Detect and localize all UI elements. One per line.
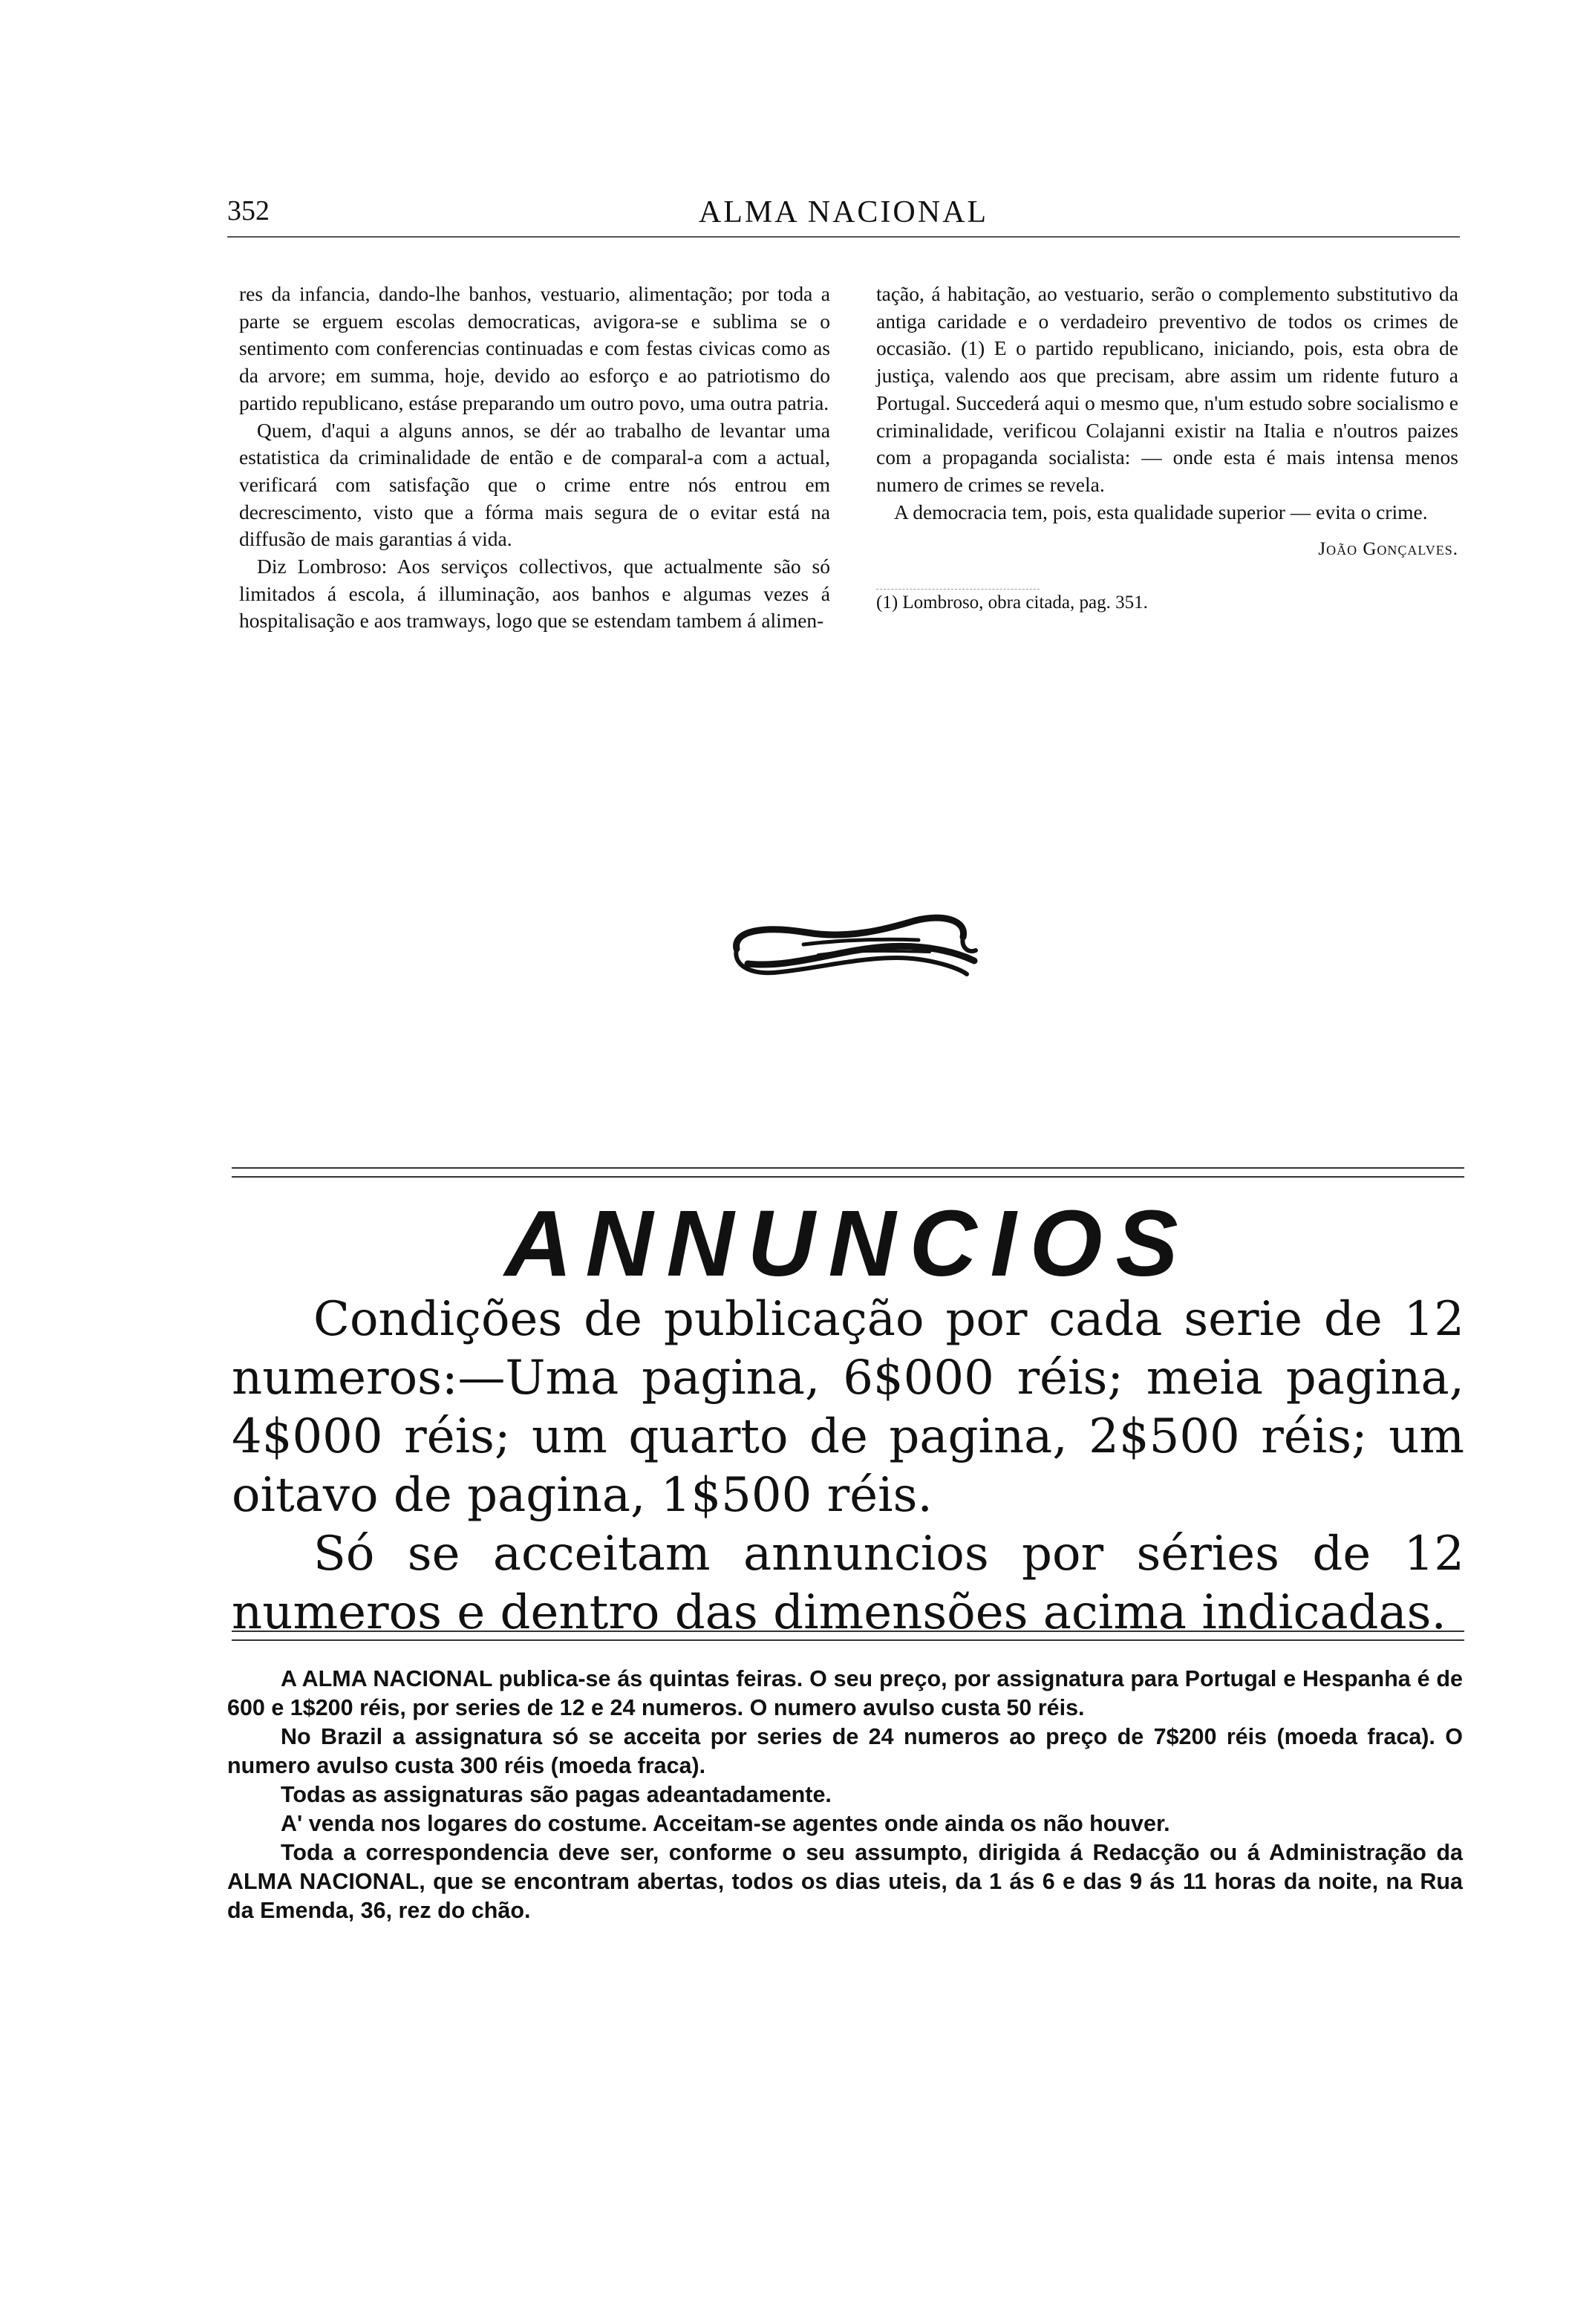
scroll-ornament-icon [707,906,1004,988]
subscription-paragraph: A ALMA NACIONAL publica-se ás quintas feiras. O seu preço, por assignatura para Portugal e Hespanha é de 600 e 1$200 réis, por series de 12 e 24 numeros. O numero avulso custa 50 réis. [227,1666,1463,1720]
subscription-paragraph: Toda a correspondencia deve ser, conforme o seu assumpto, dirigida á Redacção ou á Administração da ALMA NACIONAL, que se encontram abertas, todos os dias uteis, da 1 ás 6 e das 9 ás 11 horas da noite, na Rua da Emenda, 36, rez do chão. [227,1840,1463,1923]
ads-condition-paragraph: Condições de publicação por cada serie de 12 numeros:—Uma pagina, 6$000 réis; meia pagina, 4$000 réis; um quarto de pagina, 2$500 réis; um oitavo de pagina, 1$500 réis. [232,1292,1464,1523]
header-rule [227,236,1460,238]
footnote: (1) Lombroso, obra citada, pag. 351. [876,593,1148,613]
article-paragraph: res da infancia, dando-lhe banhos, vestuario, alimentação; por toda a parte se erguem escolas democraticas, avigora-se e sublima se o sentimento com conferencias continuadas e com festas civicas como as da arvore; em summa, hoje, devido ao esforço e ao patriotismo do partido republicano, estáse preparando um outro povo, uma outra patria. [239,282,830,414]
section-rule [232,1631,1464,1641]
article-right-column [876,281,1458,617]
running-head [227,195,1460,239]
article-left-column [239,281,830,635]
author-signature: João Gonçalves. [1318,539,1458,560]
journal-title: ALMA NACIONAL [698,195,989,229]
ads-title: ANNUNCIOS [504,1191,1192,1296]
article-paragraph: tação, á habitação, ao vestuario, serão o complemento substitutivo da antiga caridade e o verdadeiro preventivo de todos os crimes de occasião. (1) E o partido republicano, iniciando, pois, esta obra de justiça, valendo aos que precisam, abre assim um ridente futuro a Portugal. Succederá aqui o mesmo que, n'um estudo sobre socialismo e criminalidade, verificou Colajanni existir na Italia e n'outros paizes com a propaganda socialista: — onde esta é mais intensa menos numero de crimes se revela. [876,282,1458,496]
subscription-paragraph: No Brazil a assignatura só se acceita por series de 24 numeros ao preço de 7$200 réis (moeda fraca). O numero avulso custa 300 réis (moeda fraca). [227,1724,1463,1778]
article-paragraph: Quem, d'aqui a alguns annos, se dér ao trabalho de levantar uma estatistica da criminalidade de então e de comparal-a com a actual, verificará com satisfação que o crime entre nós entrou em decrescimento, visto que a fórma mais segura de o evitar está na diffusão de mais garantias á vida. [239,418,830,551]
subscription-paragraph: Todas as assignaturas são pagas adeantadamente. [281,1782,832,1807]
article-paragraph: Diz Lombroso: Aos serviços collectivos, que actualmente são só limitados á escola, á illuminação, aos banhos e algumas vezes á hospitalisação e aos tramways, logo que se estendam tambem á alimen- [239,555,830,633]
page-number: 352 [227,195,270,226]
section-rule [232,1167,1464,1178]
subscription-paragraph: A' venda nos logares do costume. Acceitam-se agentes onde ainda os não houver. [281,1811,1170,1836]
subscription-notice [227,1665,1463,1925]
ads-condition-paragraph: Só se acceitam annuncios por séries de 12 numeros e dentro das dimensões acima indicadas. [232,1527,1464,1640]
ads-conditions [232,1290,1464,1642]
article-paragraph: A democracia tem, pois, esta qualidade superior — evita o crime. [894,500,1428,523]
